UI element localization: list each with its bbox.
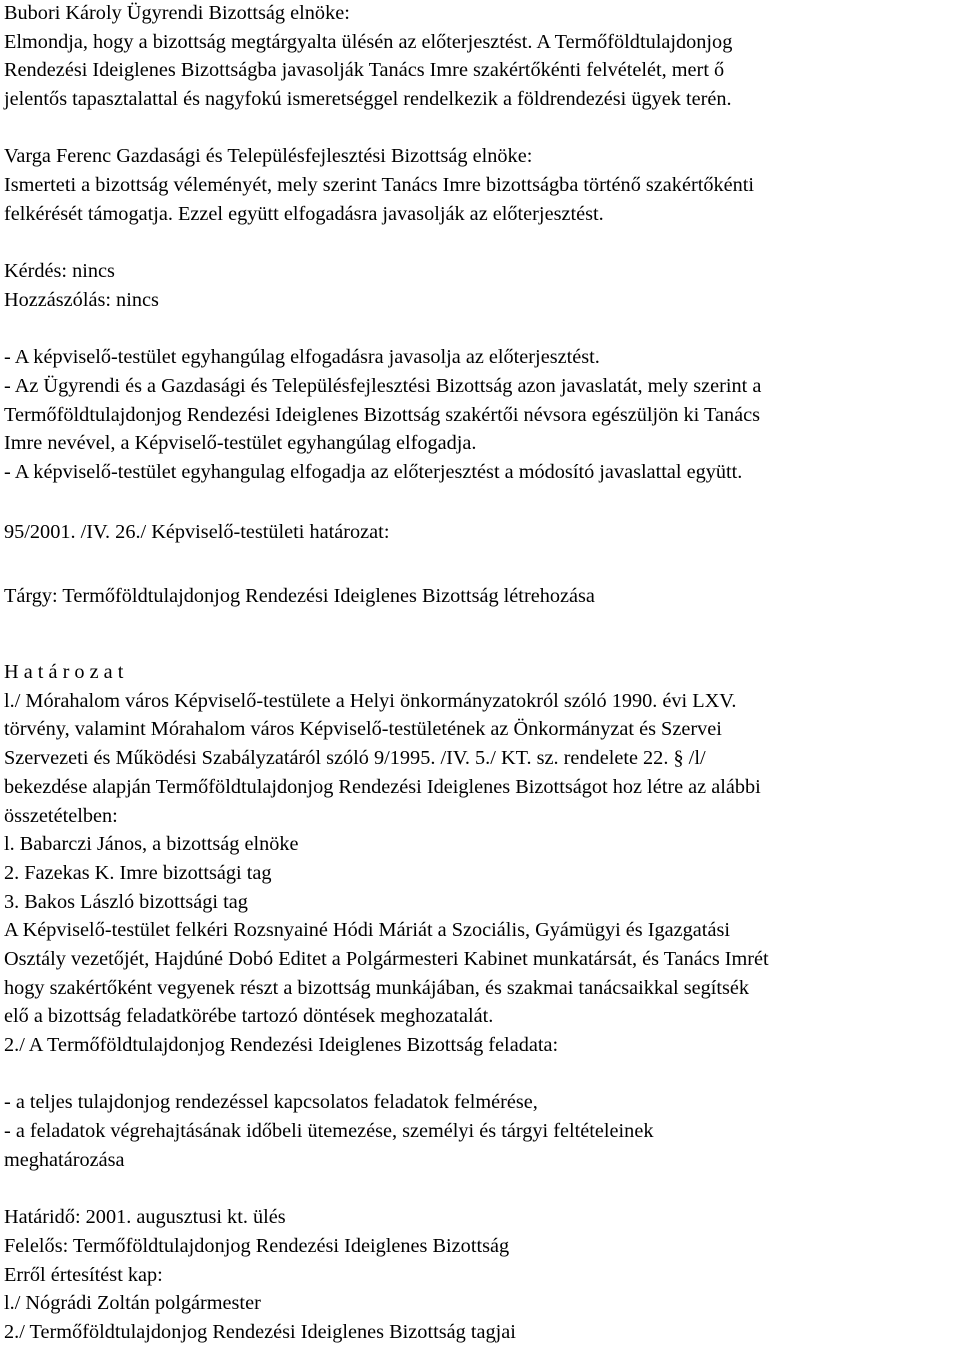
document-page [4,0,960,1347]
task-line: - a feladatok végrehajtásának időbeli ütemezése, személyi és tárgyi feltételeinek [4,1120,654,1143]
ugyrendi-speaker: Bubori Károly Ügyrendi Bizottság elnöke: [4,2,350,24]
body-line: Osztály vezetőjét, Hajdúné Dobó Editet a Polgármesteri Kabinet munkatársát, és Tanács Imrét [4,947,769,970]
task-line: - a teljes tulajdonjog rendezéssel kapcsolatos feladatok felmérése, [4,1091,538,1114]
spacer [4,315,960,344]
gazdasagi-speaker: Varga Ferenc Gazdasági és Településfejlesztési Bizottság elnöke: [4,145,533,168]
spacer [4,1174,960,1203]
hatarozat-heading: H a t á r o z a t [4,661,124,684]
spacer [4,114,960,143]
member-line: 2. Fazekas K. Imre bizottsági tag [4,861,272,884]
gazdasagi-line: Ismerteti a bizottság véleményét, mely szerint Tanács Imre bizottságba történő szakértőkénti [4,174,755,197]
ugyrendi-line: Rendezési Ideiglenes Bizottságba javasolják Tanács Imre szakértőkénti felvételét, mert ő [4,59,725,82]
spacer [4,229,960,258]
spacer [4,1060,960,1089]
decision-line: Imre nevével, a Képviselő-testület egyhangúlag elfogadja. [4,432,477,455]
body-line: A Képviselő-testület felkéri Rozsnyainé Hódi Máriát a Szociális, Gyámügyi és Igazgatási [4,919,730,942]
body-line: hogy szakértőként vegyenek részt a bizottság munkájában, és szakmai tanácsaikkal segítsék [4,976,750,999]
body-line: 2./ A Termőföldtulajdonjog Rendezési Ideiglenes Bizottság feladata: [4,1034,559,1056]
notified-line: l./ Nógrádi Zoltán polgármester [4,1292,261,1315]
spacer [4,487,960,518]
ugyrendi-line: jelentős tapasztalattal és nagyfokú ismeretséggel rendelkezik a földrendezési ügyek terén. [4,88,732,111]
spacer [4,546,960,582]
decision-line: - A képviselő-testület egyhangulag elfogadja az előterjesztést a módosító javaslattal együtt. [4,461,743,483]
body-line: összetételben: [4,804,118,827]
resolution-number: 95/2001. /IV. 26./ Képviselő-testületi határozat: [4,520,390,543]
decision-line: - Az Ügyrendi és a Gazdasági és Településfejlesztési Bizottság azon javaslatát, mely szerint a [4,374,762,397]
responsible-line: Felelős: Termőföldtulajdonjog Rendezési Ideiglenes Bizottság [4,1234,510,1257]
gazdasagi-line: felkérését támogatja. Ezzel együtt elfogadásra javasolják az előterjesztést. [4,202,604,225]
body-line: bekezdése alapján Termőföldtulajdonjog Rendezési Ideiglenes Bizottságot hoz létre az alábbi [4,775,761,798]
body-line: törvény, valamint Mórahalom város Képviselő-testületének az Önkormányzat és Szervei [4,718,722,741]
deadline-line: Határidő: 2001. augusztusi kt. ülés [4,1206,286,1229]
hozzaszolas-line: Hozzászólás: nincs [4,288,159,311]
body-line: elő a bizottság feladatkörébe tartozó döntések meghozatalát. [4,1005,494,1028]
decision-line: - A képviselő-testület egyhangúlag elfogadásra javasolja az előterjesztést. [4,346,600,369]
notified-heading: Erről értesítést kap: [4,1263,163,1286]
decision-line: Termőföldtulajdonjog Rendezési Ideiglenes Bizottság szakértői névsora egészüljön ki Tanács [4,403,760,426]
member-line: l. Babarczi János, a bizottság elnöke [4,833,299,856]
task-line: meghatározása [4,1148,125,1171]
body-line: l./ Mórahalom város Képviselő-testülete a Helyi önkormányzatokról szóló 1990. évi LXV. [4,689,737,712]
spacer [4,611,960,658]
ugyrendi-line: Elmondja, hogy a bizottság megtárgyalta ülésén az előterjesztést. A Termőföldtulajdonjog [4,30,733,53]
kerdes-line: Kérdés: nincs [4,260,115,283]
notified-line: 2./ Termőföldtulajdonjog Rendezési Ideiglenes Bizottság tagjai [4,1320,516,1343]
member-line: 3. Bakos László bizottsági tag [4,890,248,913]
resolution-subject: Tárgy: Termőföldtulajdonjog Rendezési Ideiglenes Bizottság létrehozása [4,585,595,608]
body-line: Szervezeti és Működési Szabályzatáról szóló 9/1995. /IV. 5./ KT. sz. rendelete 22. § /l/ [4,747,706,770]
